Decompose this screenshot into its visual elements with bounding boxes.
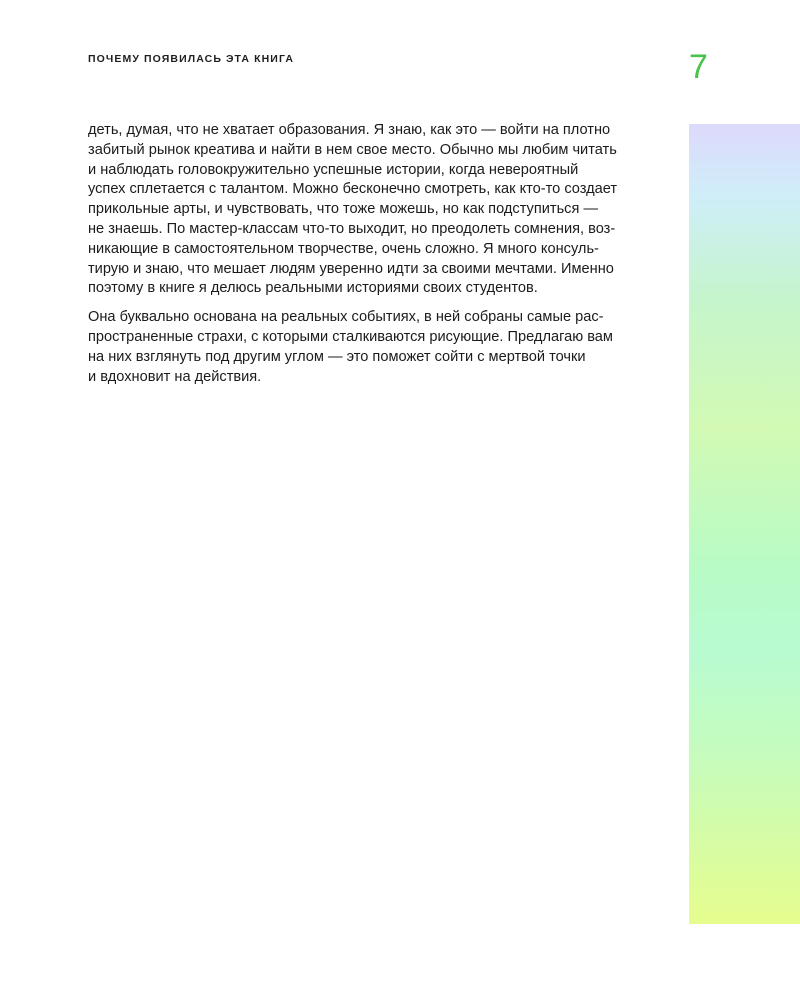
text-line: и вдохновит на действия. <box>88 368 262 385</box>
text-line: деть, думая, что не хватает образования. Я знаю, как это — войти на плотно <box>88 122 611 138</box>
running-header: ПОЧЕМУ ПОЯВИЛАСЬ ЭТА КНИГА <box>88 53 295 65</box>
text-line: никающие в самостоятельном творчестве, очень сложно. Я много консуль- <box>88 240 599 257</box>
text-line: и наблюдать головокружительно успешные истории, когда невероятный <box>88 161 579 178</box>
text-line: прикольные арты, и чувствовать, что тоже можешь, но как подступиться — <box>88 201 599 218</box>
text-line: на них взглянуть под другим углом — это поможет сойти с мертвой точки <box>88 348 586 365</box>
text-line: забитый рынок креатива и найти в нем свое место. Обычно мы любим читать <box>88 141 617 158</box>
text-line: поэтому в книге я делюсь реальными историями своих студентов. <box>88 280 538 297</box>
text-line: Она буквально основана на реальных событиях, в ней собраны самые рас- <box>88 309 604 326</box>
body-text <box>88 121 678 396</box>
paragraph-1 <box>88 121 678 299</box>
decorative-gradient-bar <box>689 124 800 924</box>
text-line: успех сплетается с талантом. Можно бесконечно смотреть, как кто-то создает <box>88 181 618 198</box>
paragraph-2 <box>88 308 678 387</box>
text-line: тирую и знаю, что мешает людям уверенно идти за своими мечтами. Именно <box>88 260 614 277</box>
page-number: 7 <box>689 48 708 86</box>
text-line: пространенные страхи, с которыми сталкиваются рисующие. Предлагаю вам <box>88 328 613 345</box>
text-line: не знаешь. По мастер-классам что-то выходит, но преодолеть сомнения, воз- <box>88 220 616 237</box>
